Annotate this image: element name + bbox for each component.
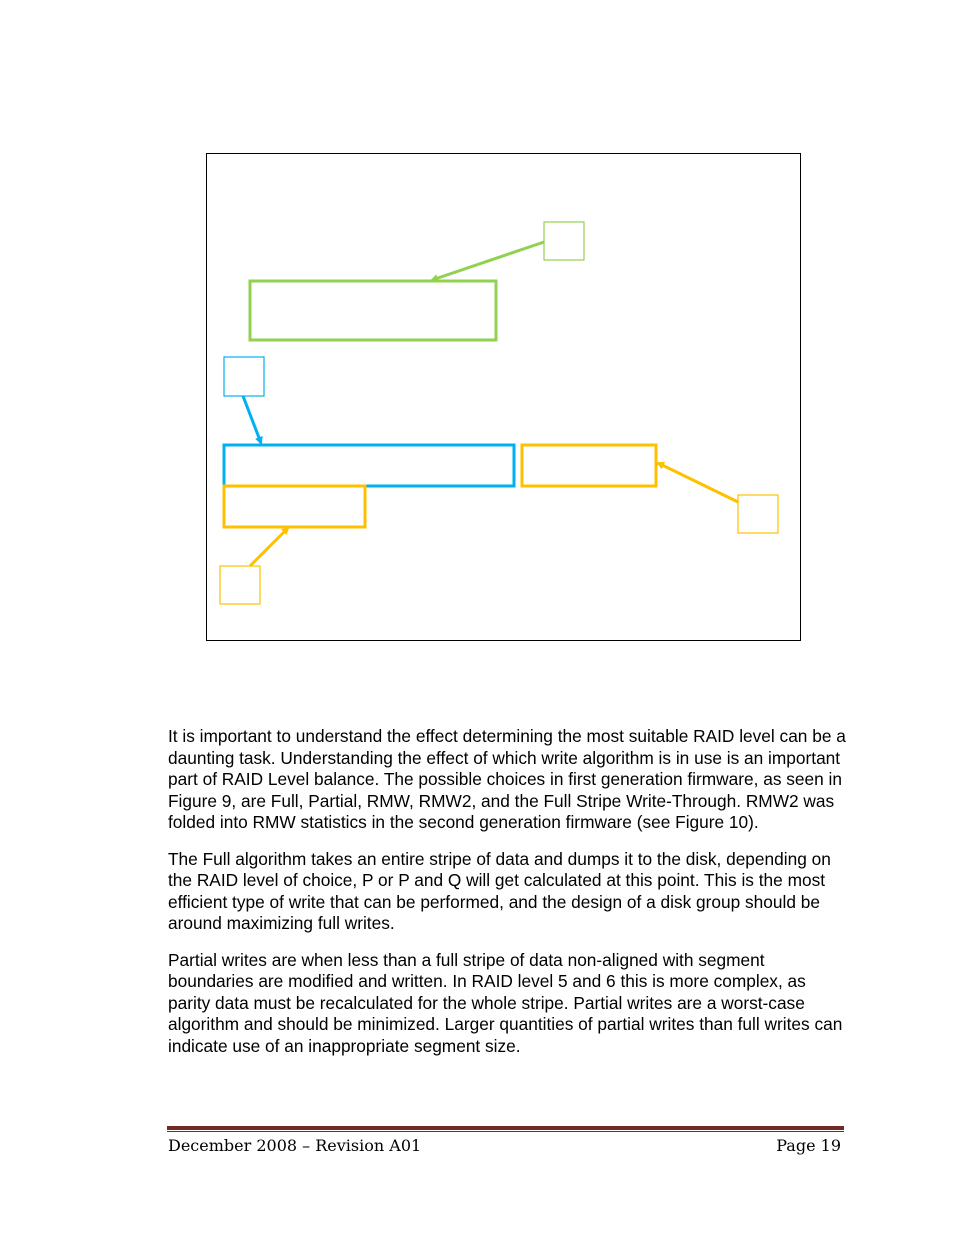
footer-rule <box>167 1126 844 1130</box>
yellow-callout-box-right <box>738 495 778 533</box>
green-callout-box <box>544 222 584 260</box>
footer-rule-thin <box>167 1131 844 1132</box>
green-arrow <box>432 242 544 280</box>
blue-arrow <box>243 396 261 443</box>
paragraph-full-algorithm: The Full algorithm takes an entire stripe of data and dumps it to the disk, depending on the RAID level of choice, P or P and Q will get calculated at this point. This is the most efficient type of write that can be performed, and the design of a disk group should be around maximizing full writes. <box>168 848 831 933</box>
paragraph-partial-writes: Partial writes are when less than a full stripe of data non-aligned with segment boundaries are modified and written. In RAID level 5 and 6 this is more complex, as parity data must be recalculated for the whole stripe. Partial writes are a worst-case algorithm and should be minimized. Larger quantities of partial writes than full writes can indicate use of an inappropriate segment size. <box>168 949 843 1056</box>
yellow-callout-box-left <box>220 566 260 604</box>
yellow-highlight-box-right <box>522 445 656 486</box>
paragraph-raid-level: It is important to understand the effect determining the most suitable RAID level can be a daunting task. Understanding the effect of which write algorithm is in use is an important part of RAID Level balance. The possible choices in first generation firmware, as seen in Figure 9, are Full, Partial, RMW, RMW2, and the Full Stripe Write-Through. RMW2 was folded into RMW statistics in the second generation firmware (see Figure 10). <box>168 726 846 832</box>
yellow-highlight-box-left <box>224 486 365 527</box>
yellow-arrow-right <box>658 463 738 502</box>
blue-callout-box <box>224 357 264 396</box>
footer-page-number: Page 19 <box>776 1136 841 1155</box>
footer-date-revision: December 2008 – Revision A01 <box>168 1136 422 1155</box>
blue-highlight-box <box>224 445 514 486</box>
body-text <box>168 726 848 1072</box>
green-highlight-box <box>250 281 496 340</box>
yellow-arrow-left <box>250 528 288 566</box>
